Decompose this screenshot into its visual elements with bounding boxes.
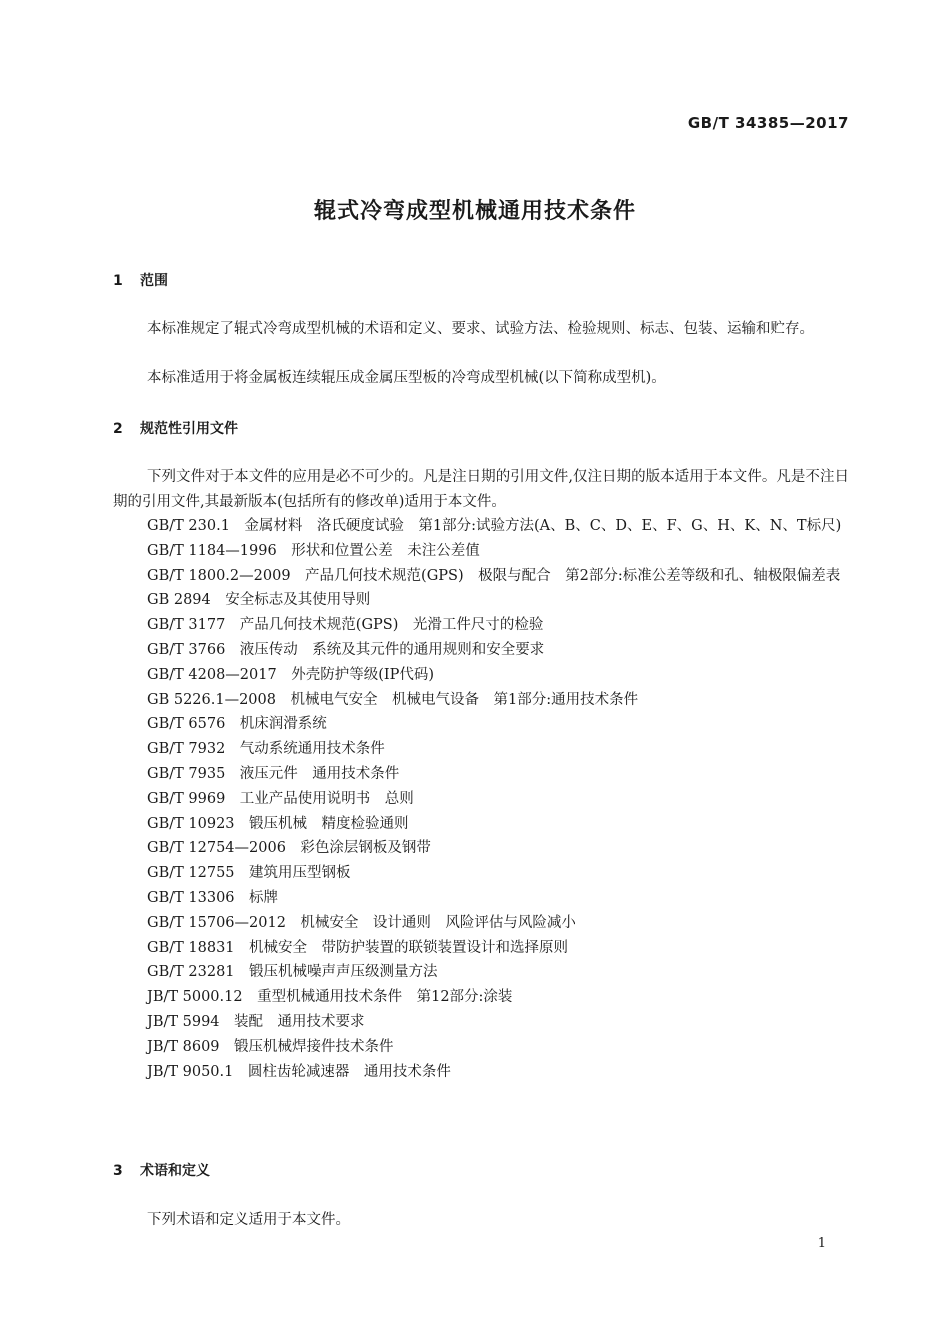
reference-item: GB/T 3177 产品几何技术规范(GPS) 光滑工件尺寸的检验 bbox=[147, 617, 544, 634]
reference-item: GB/T 1184—1996 形状和位置公差 未注公差值 bbox=[147, 542, 480, 559]
reference-item: GB/T 13306 标牌 bbox=[147, 889, 279, 906]
reference-item: GB/T 18831 机械安全 带防护装置的联锁装置设计和选择原则 bbox=[147, 939, 569, 956]
section-2-number: 2 bbox=[113, 421, 123, 437]
reference-item: JB/T 8609 锻压机械焊接件技术条件 bbox=[147, 1038, 394, 1055]
section-2-heading bbox=[113, 418, 238, 438]
section-1-number: 1 bbox=[113, 273, 123, 289]
section-2-title: 规范性引用文件 bbox=[140, 421, 238, 437]
section-3-heading bbox=[113, 1160, 210, 1180]
reference-item: JB/T 5994 装配 通用技术要求 bbox=[147, 1013, 365, 1030]
section-3-title: 术语和定义 bbox=[140, 1163, 210, 1179]
reference-item: GB/T 7932 气动系统通用技术条件 bbox=[147, 741, 385, 758]
section-1-title: 范围 bbox=[140, 273, 168, 289]
section-3-number: 3 bbox=[113, 1163, 123, 1179]
reference-item: GB/T 7935 液压元件 通用技术条件 bbox=[147, 765, 400, 782]
reference-item: GB/T 4208—2017 外壳防护等级(IP代码) bbox=[147, 666, 435, 683]
page-number: 1 bbox=[817, 1236, 826, 1251]
reference-item: GB/T 3766 液压传动 系统及其元件的通用规则和安全要求 bbox=[147, 641, 545, 658]
scope-paragraph-1: 本标准规定了辊式冷弯成型机械的术语和定义、要求、试验方法、检验规则、标志、包装、运输和贮存。 bbox=[147, 321, 814, 337]
references-intro: 下列文件对于本文件的应用是必不可少的。凡是注日期的引用文件,仅注日期的版本适用于本文件。凡是不注日期的引用文件,其最新版本(包括所有的修改单)适用于本文件。 bbox=[113, 469, 849, 510]
reference-item: GB/T 12754—2006 彩色涂层钢板及钢带 bbox=[147, 840, 431, 857]
reference-item: GB/T 9969 工业产品使用说明书 总则 bbox=[147, 790, 414, 807]
terms-intro: 下列术语和定义适用于本文件。 bbox=[147, 1212, 350, 1228]
reference-item: GB/T 10923 锻压机械 精度检验通则 bbox=[147, 815, 409, 832]
document-title: 辊式冷弯成型机械通用技术条件 bbox=[313, 199, 636, 224]
reference-item: JB/T 9050.1 圆柱齿轮减速器 通用技术条件 bbox=[147, 1063, 451, 1080]
reference-item: GB 5226.1—2008 机械电气安全 机械电气设备 第1部分:通用技术条件 bbox=[147, 691, 639, 708]
reference-item: GB/T 1800.2—2009 产品几何技术规范(GPS) 极限与配合 第2部分:标准公差等级和孔、轴极限偏差表 bbox=[147, 567, 841, 584]
reference-item: GB/T 6576 机床润滑系统 bbox=[147, 716, 327, 733]
reference-item: GB/T 230.1 金属材料 洛氏硬度试验 第1部分:试验方法(A、B、C、D、E、F、G、H、K、N、T标尺) bbox=[147, 518, 842, 534]
reference-item: GB 2894 安全标志及其使用导则 bbox=[147, 592, 371, 609]
reference-item: JB/T 5000.12 重型机械通用技术条件 第12部分:涂装 bbox=[147, 989, 513, 1006]
reference-item: GB/T 12755 建筑用压型钢板 bbox=[147, 865, 351, 882]
section-1-heading bbox=[113, 270, 168, 290]
standard-number: GB/T 34385—2017 bbox=[687, 114, 849, 132]
reference-item: GB/T 23281 锻压机械噪声声压级测量方法 bbox=[147, 964, 438, 981]
reference-item: GB/T 15706—2012 机械安全 设计通则 风险评估与风险减小 bbox=[147, 914, 576, 931]
scope-paragraph-2: 本标准适用于将金属板连续辊压成金属压型板的冷弯成型机械(以下简称成型机)。 bbox=[147, 370, 666, 386]
reference-list bbox=[113, 514, 849, 1084]
